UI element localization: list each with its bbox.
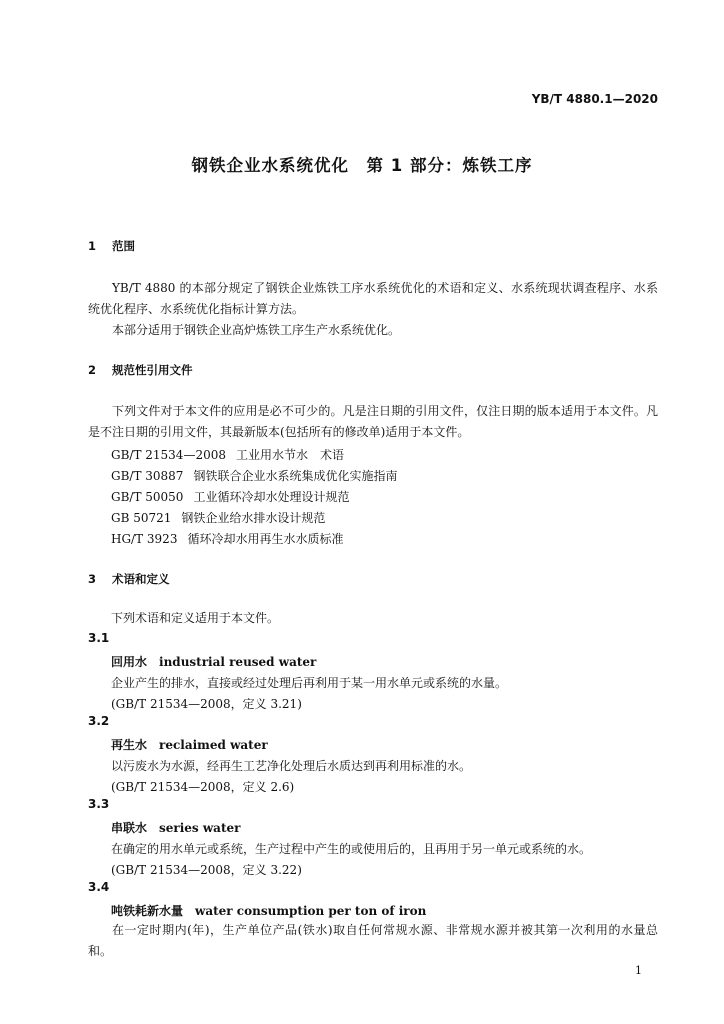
reference-item — [111, 446, 344, 463]
clause-number: 3.4 — [88, 880, 110, 894]
reference-item — [111, 530, 343, 547]
reference-code: HG/T 3923 — [111, 532, 178, 546]
reference-code: GB/T 50050 — [111, 490, 184, 504]
clause-number: 3.3 — [88, 797, 110, 811]
reference-item — [111, 488, 349, 505]
term-definition: 企业产生的排水，直接或经过处理后再利用于某一用水单元或系统的水量。 — [111, 676, 508, 690]
term-heading — [111, 819, 240, 836]
reference-title: 钢铁联合企业水系统集成优化实施指南 — [193, 469, 398, 483]
paragraph: 本部分适用于钢铁企业高炉炼铁工序生产水系统优化。 — [112, 323, 401, 337]
term-zh: 串联水 — [111, 821, 148, 835]
section-number: 3 — [88, 572, 97, 586]
term-definition: 以污废水为水源，经再生工艺净化处理后水质达到再利用标准的水。 — [111, 759, 472, 773]
section-2-body — [88, 401, 658, 443]
section-title: 范围 — [112, 239, 135, 253]
reference-code: GB/T 30887 — [111, 469, 184, 483]
term-en: reclaimed water — [159, 738, 268, 752]
reference-item — [111, 509, 325, 526]
section-title: 规范性引用文件 — [112, 363, 193, 377]
term-heading — [111, 653, 316, 670]
term-zh: 吨铁耗新水量 — [111, 904, 184, 918]
clause-number: 3.1 — [88, 631, 110, 645]
term-zh: 再生水 — [111, 738, 148, 752]
term-en: water consumption per ton of iron — [195, 904, 427, 918]
paragraph: 在一定时期内(年)，生产单位产品(铁水)取自任何常规水源、非常规水源并被其第一次利用的水量总和。 — [88, 923, 658, 958]
reference-title: 钢铁企业给水排水设计规范 — [181, 511, 326, 525]
term-definition — [88, 920, 658, 962]
section-3-heading — [88, 571, 170, 587]
term-heading — [111, 902, 426, 919]
section-1-heading — [88, 238, 135, 254]
paragraph: YB/T 4880 的本部分规定了钢铁企业炼铁工序水系统优化的术语和定义、水系统现状调查程序、水系统优化程序、水系统优化指标计算方法。 — [88, 281, 658, 316]
paragraph: 下列文件对于本文件的应用是必不可少的。凡是注日期的引用文件，仅注日期的版本适用于本文件。凡是不注日期的引用文件，其最新版本(包括所有的修改单)适用于本文件。 — [88, 404, 658, 439]
reference-title: 工业循环冷却水处理设计规范 — [193, 490, 350, 504]
page-number: 1 — [635, 964, 642, 977]
term-heading — [111, 736, 268, 753]
reference-item — [111, 467, 397, 484]
term-zh: 回用水 — [111, 655, 148, 669]
reference-title: 循环冷却水用再生水水质标准 — [187, 532, 344, 546]
document-title: 钢铁企业水系统优化 第 1 部分：炼铁工序 — [191, 156, 533, 175]
term-source: (GB/T 21534—2008，定义 3.21) — [111, 697, 302, 711]
section-1-body — [88, 278, 658, 341]
section-3-intro: 下列术语和定义适用于本文件。 — [111, 611, 280, 625]
section-number: 1 — [88, 239, 97, 253]
reference-code: GB/T 21534—2008 — [111, 448, 226, 462]
document-code: YB/T 4880.1—2020 — [531, 92, 658, 106]
section-title: 术语和定义 — [112, 572, 170, 586]
term-source: (GB/T 21534—2008，定义 2.6) — [111, 780, 295, 794]
term-definition: 在确定的用水单元或系统，生产过程中产生的或使用后的，且再用于另一单元或系统的水。 — [111, 842, 592, 856]
reference-code: GB 50721 — [111, 511, 172, 525]
term-source: (GB/T 21534—2008，定义 3.22) — [111, 863, 302, 877]
clause-number: 3.2 — [88, 714, 110, 728]
term-en: series water — [159, 821, 241, 835]
reference-title: 工业用水节水 术语 — [235, 448, 344, 462]
section-number: 2 — [88, 363, 97, 377]
term-en: industrial reused water — [159, 655, 317, 669]
section-2-heading — [88, 362, 193, 378]
